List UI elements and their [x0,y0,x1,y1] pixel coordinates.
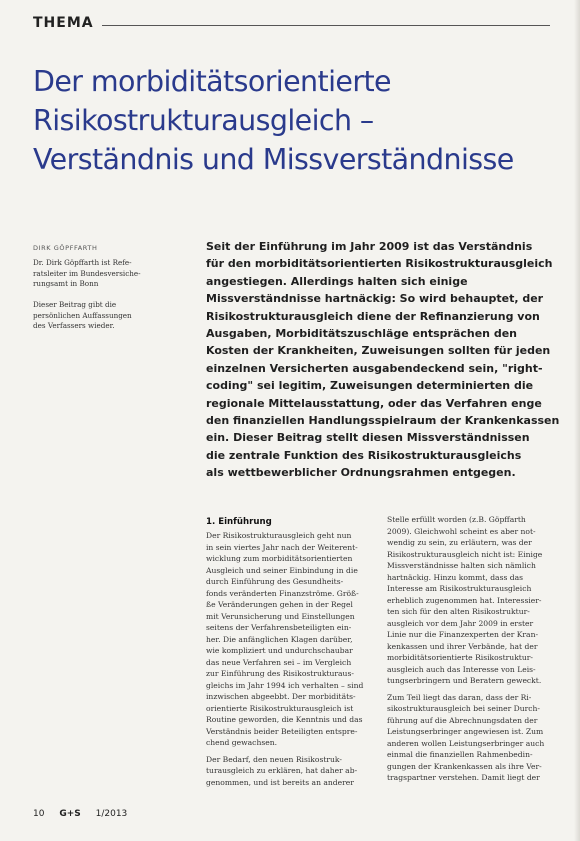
text-line: ten sich für den alten Risikostruktur- [387,607,530,616]
text-line: gungen der Krankenkassen als ihre Ver- [387,761,542,771]
text-line: ausgleich auch das Interesse von Leis- [387,664,536,674]
text-line: coding" sei legitim, Zuweisungen determinierten die [206,379,534,393]
note-line: Dieser Beitrag gibt die [33,300,117,309]
text-line: orientierte Risikostrukturausgleich ist [206,703,354,713]
text-line: den finanziellen Handlungsspielraum der Krankenkassen [206,414,560,428]
text-line: wie kompliziert und undurchschaubar [206,646,353,655]
header-rule [102,25,550,26]
text-line: Der Risikostrukturausgleich geht nun [206,531,352,540]
page-footer [33,809,139,819]
text-line: Der Bedarf, den neuen Risikostruk- [206,754,342,764]
author-affiliation [33,258,181,290]
text-line: Ausgaben, Morbiditätszuschläge entsprächen den [206,327,518,341]
author-name: DIRK GÖPFFARTH [33,244,98,252]
abstract [206,238,558,482]
text-line: 2009). Gleichwohl scheint es aber not- [387,526,536,536]
text-line: für den morbiditätsorientierten Risikostrukturausgleich [206,257,553,271]
text-line: zur Einführung des Risikostrukturaus- [206,669,354,678]
text-line: angestiegen. Allerdings halten sich einige [206,274,468,288]
text-line: Missverständnisse halten sich nämlich [387,561,536,570]
text-line: die zentrale Funktion des Risikostrukturausgleichs [206,448,522,462]
text-line: Kosten der Krankheiten, Zuweisungen sollten für jeden [206,344,551,358]
text-line: hartnäckig. Hinzu kommt, dass das [387,572,524,582]
text-line: einzelnen Versicherten ausgabendeckend sein, "right- [206,361,543,375]
note-line: rungsamt in Bonn [33,279,99,289]
paragraph [387,692,559,784]
page-number: 10 [33,809,45,819]
text-line: morbiditätsorientierte Risikostruktur- [387,653,533,662]
author-disclaimer [33,300,181,332]
text-line: Stelle erfüllt worden (z.B. Göpffarth [387,515,526,524]
issue-number: 1/2013 [95,809,128,819]
title-line: Risikostrukturausgleich – [33,104,374,137]
text-line: inzwischen abgeebbt. Der morbiditäts- [206,692,356,701]
journal-name: G+S [59,809,81,819]
text-line: seitens der Verfahrensbeteiligten ein- [206,623,352,632]
section-label: THEMA [33,15,94,31]
text-line: tragspartner verstehen. Damit liegt der [387,773,540,782]
text-line: als wettbewerblicher Ordnungsrahmen entgegen. [206,466,516,480]
section-heading: 1. Einführung [206,517,272,527]
text-line: mit Verunsicherung und Einstellungen [206,611,355,621]
text-line: Zum Teil liegt das daran, dass der Ri- [387,692,532,702]
text-line: her. Die anfänglichen Klagen darüber, [206,634,353,644]
text-line: in sein viertes Jahr nach der Weiterent- [206,542,358,552]
article-title [33,62,573,179]
text-line: ausgleich vor dem Jahr 2009 in erster [387,618,534,628]
note-line: ratsleiter im Bundesversiche- [33,268,141,278]
paragraph [206,530,376,749]
text-line: chend gewachsen. [206,738,278,747]
text-line: ein. Dieser Beitrag stellt diesen Missverständnissen [206,431,530,445]
paragraph [387,514,559,687]
text-line: turausgleich zu erklären, hat daher ab- [206,766,358,775]
text-line: genommen, und ist bereits an anderer [206,777,354,787]
text-line: anderen wollen Leistungserbringer auch [387,738,545,748]
text-line: regionale Mittelausstattung, oder das Verfahren enge [206,396,542,410]
title-line: Verständnis und Missverständnisse [33,143,514,176]
note-line: persönlichen Auffassungen [33,310,132,320]
text-line: wicklung zum morbiditätsorientierten [206,554,353,563]
text-line: sikostrukturausgleich bei seiner Durch- [387,704,540,713]
note-line: Dr. Dirk Göpffarth ist Refe- [33,258,132,267]
text-line: durch Einführung des Gesundheits- [206,577,344,586]
title-line: Der morbiditätsorientierte [33,65,391,98]
text-line: führung auf die Abrechnungsdaten der [387,715,538,725]
text-line: Verständnis beider Beteiligten entspre- [206,726,358,736]
text-line: Seit der Einführung im Jahr 2009 ist das Verständnis [206,240,533,253]
text-line: erheblich zugenommen hat. Interessier- [387,595,542,605]
text-line: Interesse am Risikostrukturausgleich [387,584,532,593]
body-column-left [206,530,376,788]
text-line: wendig zu sein, zu erläutern, was der [387,538,532,547]
text-line: fonds veränderten Finanzströme. Größ- [206,588,359,598]
note-line: des Verfassers wieder. [33,321,115,331]
text-line: Routine geworden, die Kenntnis und das [206,715,363,724]
text-line: Ausgleich und seiner Einbindung in die [206,565,358,575]
text-line: Risikostrukturausgleich diene der Refinanzierung von [206,309,540,323]
text-line: tungserbringern und Beratern geweckt. [387,676,542,685]
body-column-right [387,514,559,784]
text-line: Missverständnisse hartnäckig: So wird behauptet, der [206,292,544,306]
paragraph [206,754,376,789]
text-line: gleichs im Jahr 1994 ich verhalten – sind [206,680,364,690]
page-edge-shadow [574,0,580,841]
text-line: Linie nur die Finanzexperten der Kran- [387,630,539,639]
text-line: einmal die finanziellen Rahmenbedin- [387,750,533,759]
text-line: ße Veränderungen gehen in der Regel [206,600,353,609]
text-line: Risikostrukturausgleich nicht ist: Einige [387,549,543,559]
text-line: Leistungserbringer angewiesen ist. Zum [387,727,544,736]
text-line: kenkassen und ihrer Verbände, hat der [387,641,538,651]
text-line: das neue Verfahren sei – im Vergleich [206,657,352,667]
